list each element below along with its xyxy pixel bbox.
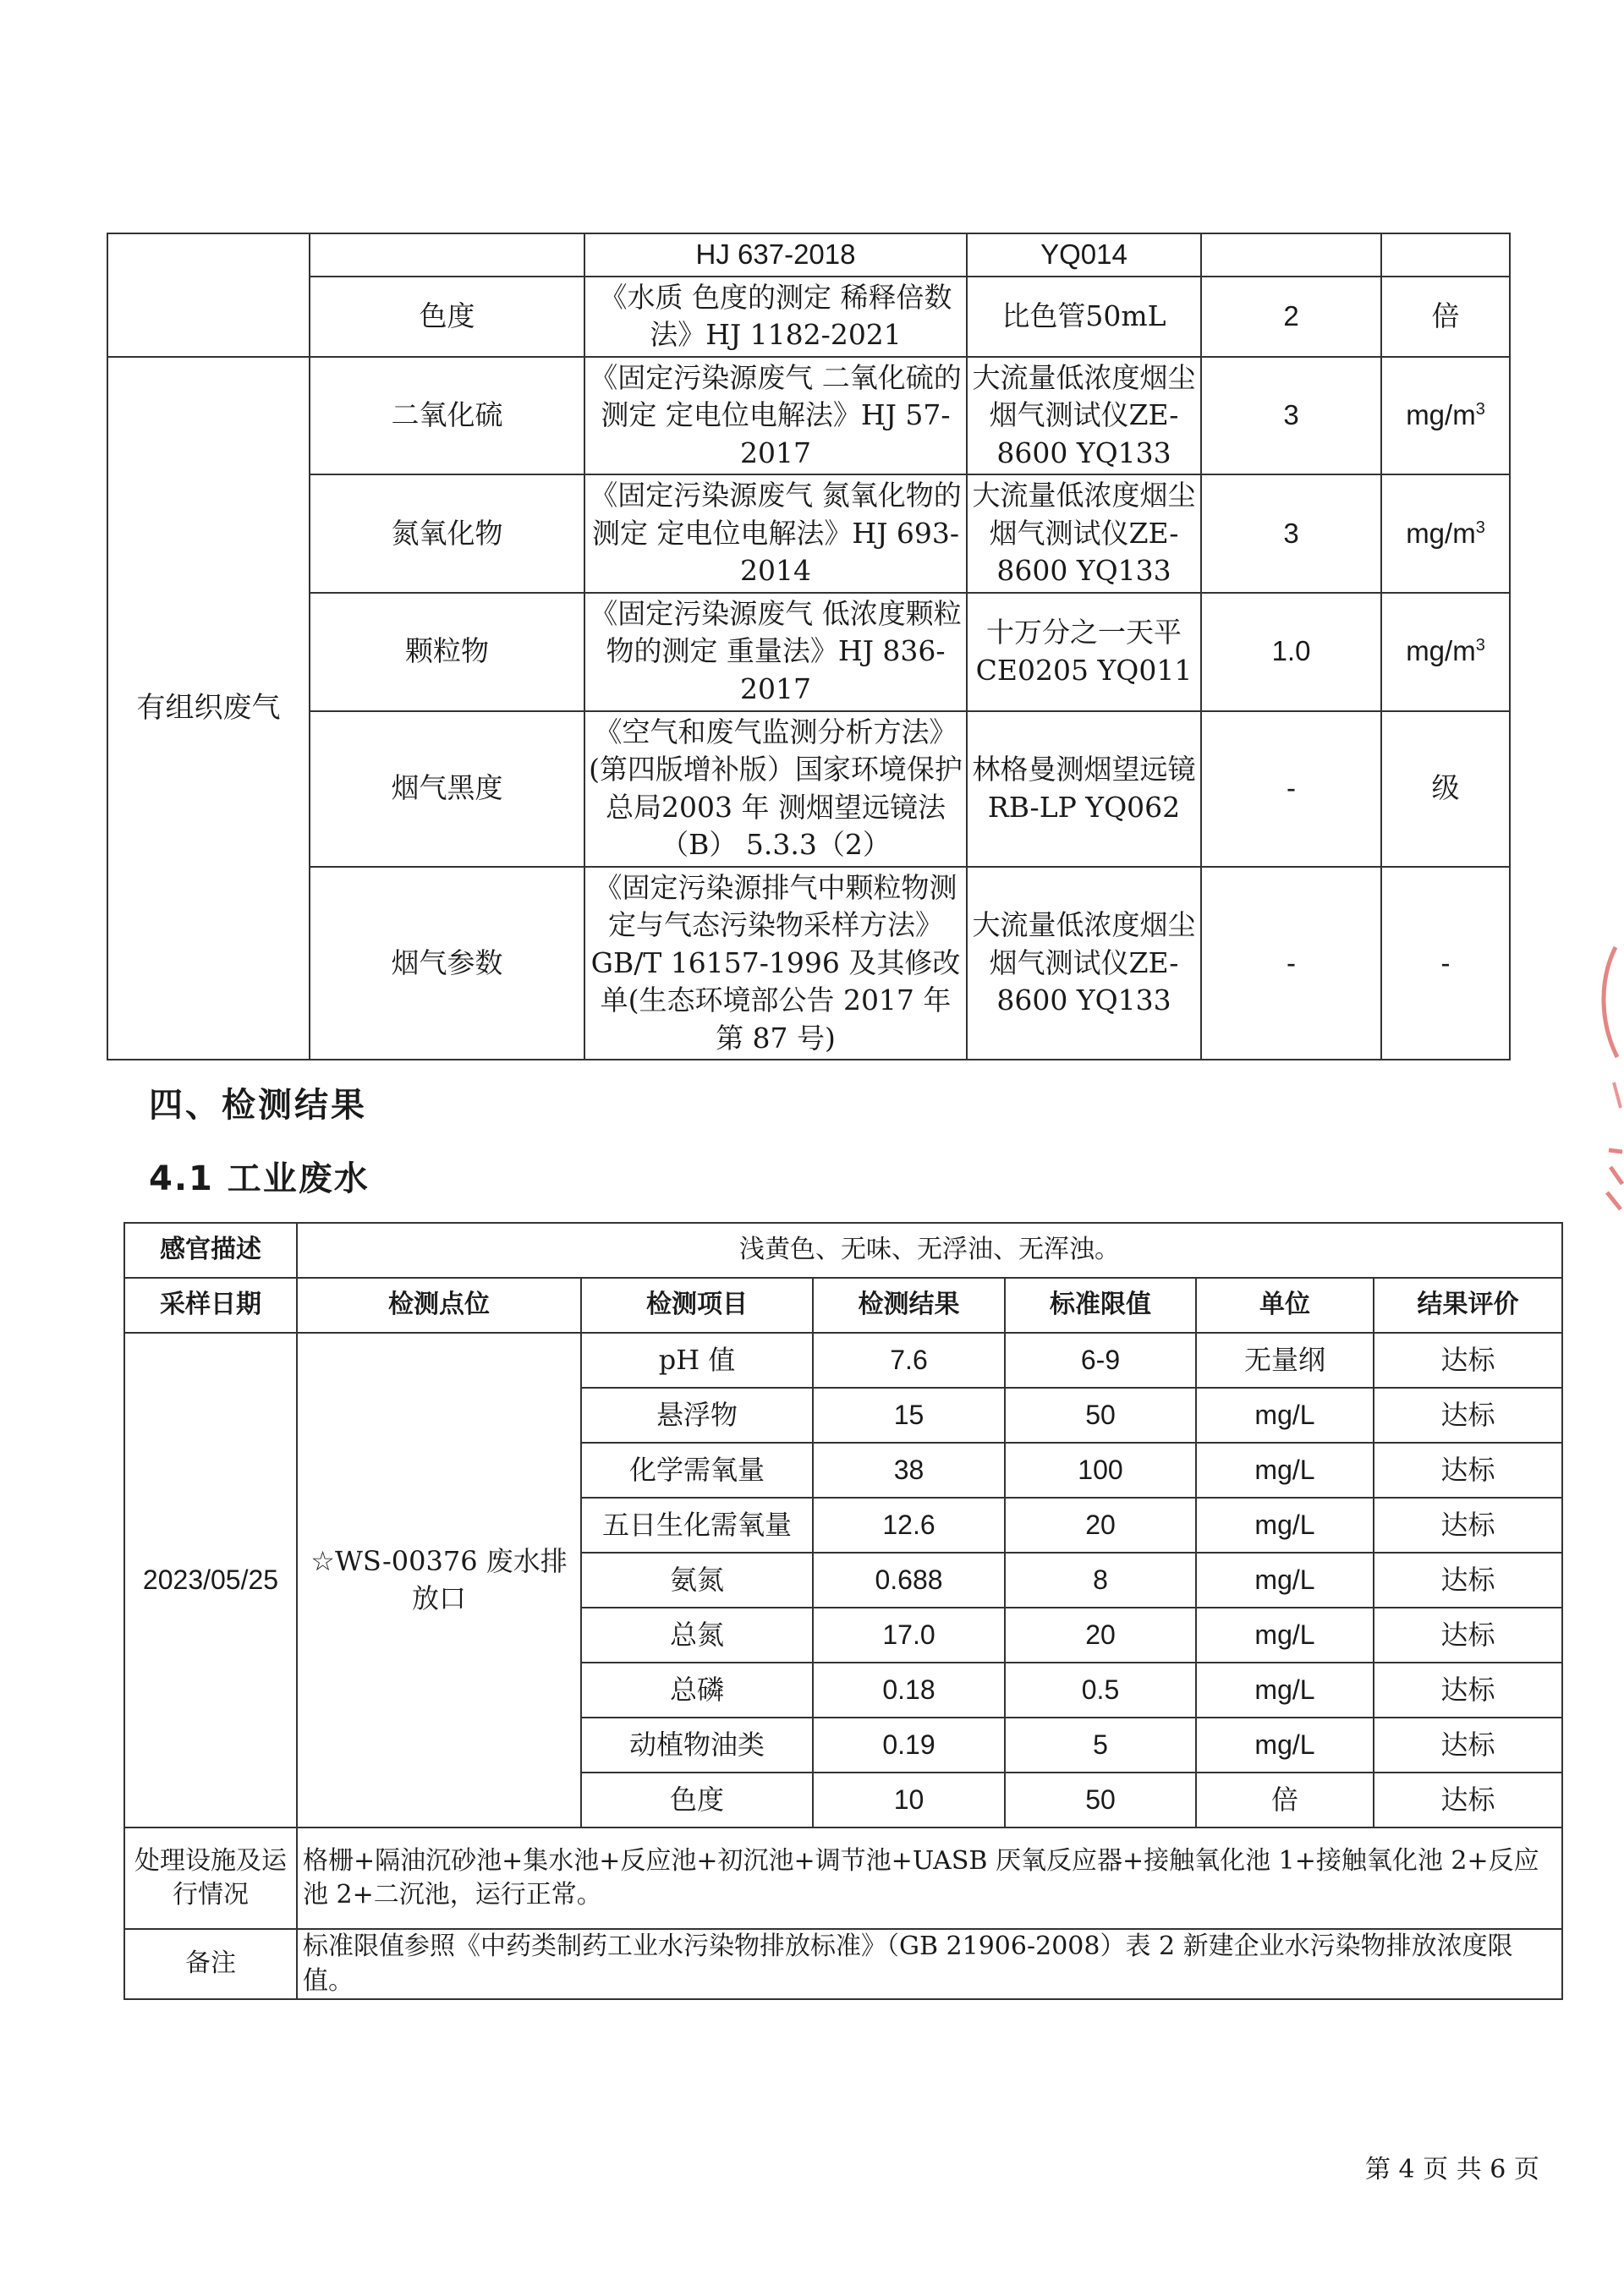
category-cell-blank — [107, 233, 310, 357]
sensory-label: 感官描述 — [124, 1223, 297, 1278]
test-unit: mg/L — [1196, 1663, 1374, 1718]
method-limit: 3 — [1201, 357, 1381, 475]
test-eval: 达标 — [1374, 1718, 1562, 1773]
method-instrument: 大流量低浓度烟尘烟气测试仪ZE-8600 YQ133 — [967, 357, 1201, 475]
header-result: 检测结果 — [813, 1278, 1005, 1333]
test-eval: 达标 — [1374, 1553, 1562, 1608]
test-unit: mg/L — [1196, 1553, 1374, 1608]
sampling-point: ☆WS-00376 废水排放口 — [297, 1333, 581, 1827]
method-limit: 3 — [1201, 474, 1381, 593]
method-item — [310, 233, 584, 277]
test-result: 15 — [813, 1388, 1005, 1443]
test-eval: 达标 — [1374, 1608, 1562, 1663]
test-limit: 20 — [1005, 1608, 1196, 1663]
method-item: 颗粒物 — [310, 593, 584, 711]
facility-value: 格栅+隔油沉砂池+集水池+反应池+初沉池+调节池+UASB 厌氧反应器+接触氧化池 1+接触氧化池 2+反应池 2+二沉池，运行正常。 — [297, 1827, 1562, 1929]
sensory-row — [124, 1223, 1562, 1278]
method-item: 二氧化硫 — [310, 357, 584, 475]
method-unit: mg/m — [1406, 635, 1476, 667]
test-eval: 达标 — [1374, 1498, 1562, 1553]
test-eval: 达标 — [1374, 1773, 1562, 1827]
method-row — [107, 867, 1510, 1060]
test-item: 五日生化需氧量 — [581, 1498, 813, 1553]
method-instrument: 大流量低浓度烟尘烟气测试仪ZE-8600 YQ133 — [967, 867, 1201, 1060]
test-result: 0.18 — [813, 1663, 1005, 1718]
test-result: 0.19 — [813, 1718, 1005, 1773]
test-item: 氨氮 — [581, 1553, 813, 1608]
method-standard: 《空气和废气监测分析方法》(第四版增补版）国家环境保护总局2003 年 测烟望远镜法（B） 5.3.3（2） — [584, 711, 967, 867]
method-limit: 2 — [1201, 277, 1381, 357]
test-item: 悬浮物 — [581, 1388, 813, 1443]
method-instrument: 林格曼测烟望远镜 RB-LP YQ062 — [967, 711, 1201, 867]
test-limit: 0.5 — [1005, 1663, 1196, 1718]
test-limit: 50 — [1005, 1388, 1196, 1443]
method-limit: 1.0 — [1201, 593, 1381, 711]
test-unit: 无量纲 — [1196, 1333, 1374, 1388]
test-unit: mg/L — [1196, 1443, 1374, 1498]
test-item: 总氮 — [581, 1608, 813, 1663]
method-row — [107, 233, 1510, 277]
method-item: 氮氧化物 — [310, 474, 584, 593]
test-eval: 达标 — [1374, 1663, 1562, 1718]
test-limit: 5 — [1005, 1718, 1196, 1773]
section-heading-wastewater: 4.1 工业废水 — [149, 1159, 370, 1198]
test-item: 色度 — [581, 1773, 813, 1827]
table-row — [124, 1333, 1562, 1388]
method-row — [107, 711, 1510, 867]
test-result: 38 — [813, 1443, 1005, 1498]
unit-superscript: 3 — [1475, 400, 1485, 419]
wastewater-result-table — [123, 1222, 1563, 2000]
test-unit: mg/L — [1196, 1498, 1374, 1553]
test-eval: 达标 — [1374, 1333, 1562, 1388]
method-item: 烟气黑度 — [310, 711, 584, 867]
test-item: pH 值 — [581, 1333, 813, 1388]
method-unit-cell — [1381, 474, 1510, 593]
method-instrument: 十万分之一天平 CE0205 YQ011 — [967, 593, 1201, 711]
test-unit: 倍 — [1196, 1773, 1374, 1827]
test-eval: 达标 — [1374, 1443, 1562, 1498]
test-result: 17.0 — [813, 1608, 1005, 1663]
header-item: 检测项目 — [581, 1278, 813, 1333]
method-unit-cell — [1381, 593, 1510, 711]
method-instrument: YQ014 — [967, 233, 1201, 277]
sampling-date: 2023/05/25 — [124, 1333, 297, 1827]
method-standard: 《固定污染源排气中颗粒物测定与气态污染物采样方法》GB/T 16157-1996 及其修改单(生态环境部公告 2017 年第 87 号) — [584, 867, 967, 1060]
header-date: 采样日期 — [124, 1278, 297, 1333]
section-heading-results: 四、检测结果 — [149, 1086, 367, 1125]
remark-value: 标准限值参照《中药类制药工业水污染物排放标准》（GB 21906-2008）表 2 新建企业水污染物排放浓度限值。 — [297, 1929, 1562, 1999]
method-item: 色度 — [310, 277, 584, 357]
method-standard: 《固定污染源废气 二氧化硫的测定 定电位电解法》HJ 57-2017 — [584, 357, 967, 475]
test-limit: 8 — [1005, 1553, 1196, 1608]
red-stamp-edge-icon — [1590, 930, 1624, 1218]
header-eval: 结果评价 — [1374, 1278, 1562, 1333]
test-limit: 6-9 — [1005, 1333, 1196, 1388]
method-limit — [1201, 233, 1381, 277]
unit-superscript: 3 — [1475, 518, 1485, 537]
method-unit — [1381, 233, 1510, 277]
method-table — [107, 233, 1511, 1060]
test-result: 10 — [813, 1773, 1005, 1827]
page-number: 第 4 页 共 6 页 — [1365, 2155, 1539, 2184]
method-row — [107, 357, 1510, 475]
header-row — [124, 1278, 1562, 1333]
category-organized-gas: 有组织废气 — [107, 357, 310, 1060]
facility-label: 处理设施及运行情况 — [124, 1827, 297, 1929]
test-item: 总磷 — [581, 1663, 813, 1718]
method-row — [107, 277, 1510, 357]
method-limit: - — [1201, 867, 1381, 1060]
method-unit: mg/m — [1406, 399, 1476, 431]
method-row — [107, 474, 1510, 593]
method-row — [107, 593, 1510, 711]
sensory-value: 浅黄色、无味、无浮油、无浑浊。 — [297, 1223, 1562, 1278]
remark-row — [124, 1929, 1562, 1999]
header-limit: 标准限值 — [1005, 1278, 1196, 1333]
test-unit: mg/L — [1196, 1388, 1374, 1443]
method-instrument: 比色管50mL — [967, 277, 1201, 357]
remark-label: 备注 — [124, 1929, 297, 1999]
method-unit: mg/m — [1406, 517, 1476, 549]
unit-superscript: 3 — [1475, 636, 1485, 655]
method-item: 烟气参数 — [310, 867, 584, 1060]
facility-row — [124, 1827, 1562, 1929]
method-unit: 级 — [1381, 711, 1510, 867]
test-unit: mg/L — [1196, 1608, 1374, 1663]
method-unit: 倍 — [1381, 277, 1510, 357]
header-point: 检测点位 — [297, 1278, 581, 1333]
header-unit: 单位 — [1196, 1278, 1374, 1333]
test-result: 7.6 — [813, 1333, 1005, 1388]
method-standard: 《水质 色度的测定 稀释倍数法》HJ 1182-2021 — [584, 277, 967, 357]
test-eval: 达标 — [1374, 1388, 1562, 1443]
method-standard: 《固定污染源废气 氮氧化物的测定 定电位电解法》HJ 693-2014 — [584, 474, 967, 593]
method-unit-cell — [1381, 357, 1510, 475]
method-standard: HJ 637-2018 — [584, 233, 967, 277]
method-limit: - — [1201, 711, 1381, 867]
test-item: 动植物油类 — [581, 1718, 813, 1773]
test-unit: mg/L — [1196, 1718, 1374, 1773]
test-item: 化学需氧量 — [581, 1443, 813, 1498]
method-standard: 《固定污染源废气 低浓度颗粒物的测定 重量法》HJ 836-2017 — [584, 593, 967, 711]
test-limit: 20 — [1005, 1498, 1196, 1553]
method-unit: - — [1381, 867, 1510, 1060]
test-limit: 50 — [1005, 1773, 1196, 1827]
test-result: 0.688 — [813, 1553, 1005, 1608]
test-result: 12.6 — [813, 1498, 1005, 1553]
method-instrument: 大流量低浓度烟尘烟气测试仪ZE-8600 YQ133 — [967, 474, 1201, 593]
test-limit: 100 — [1005, 1443, 1196, 1498]
